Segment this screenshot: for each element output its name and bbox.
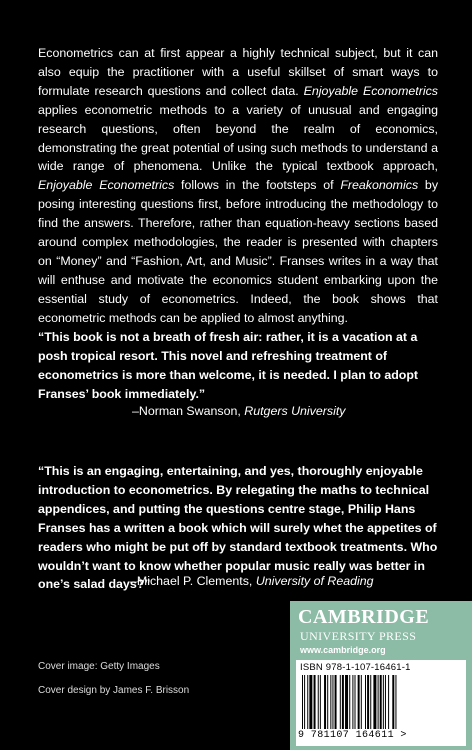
back-cover-blurb xyxy=(38,44,438,328)
publisher-panel xyxy=(290,601,472,750)
publisher-url: www.cambridge.org xyxy=(300,645,386,655)
endorser-name-2: –Michael P. Clements, xyxy=(130,574,256,588)
endorser-name-1: –Norman Swanson, xyxy=(132,404,245,418)
endorsement-quote-1: “This book is not a breath of fresh air: rather, it is a vacation at a posh tropical resort. This novel and refreshing treatment of econometrics is more than welcome, it is needed. I plan to adopt Franses’ book immediately.” xyxy=(38,330,419,401)
endorsement-quote-2: “This is an engaging, entertaining, and yes, thoroughly enjoyable introduction to econometrics. By relegating the maths to technical appendices, and putting the questions centre stage, Philip Hans Franses has a written a book which will surely whet the appetites of readers who might be put off by standard textbook treatments. Who wouldn’t want to know whether popular music really was better in one’s salad days?” xyxy=(38,464,438,592)
barcode-digits: 9 781107 164611 > xyxy=(298,730,407,741)
barcode-icon xyxy=(300,675,458,729)
publisher-logo-press: UNIVERSITY PRESS xyxy=(300,629,417,643)
endorser-affiliation-1: Rutgers University xyxy=(244,404,346,418)
blurb-italic-title: Enjoyable Econometrics xyxy=(38,178,175,193)
barcode-box xyxy=(296,660,466,746)
publisher-logo-name: CAMBRIDGE xyxy=(298,606,430,628)
blurb-text: applies econometric methods to a variety of unusual and engaging research questions, often beyond the realm of economics, demonstrating the great potential of using such methods to understand a wide range of phenomena. Unlike the typical textbook approach, xyxy=(38,102,438,174)
blurb-text: follows in the footsteps of xyxy=(174,178,341,193)
endorsement-attribution-1 xyxy=(132,402,345,420)
blurb-italic-title: Freakonomics xyxy=(340,178,419,193)
blurb-text: Econometrics can at first appear a highly technical subject, but it can also equip the practitioner with a useful skillset of smart ways to formulate research questions and collect data. xyxy=(38,46,438,98)
cover-image-credit: Cover image: Getty Images xyxy=(38,661,160,672)
blurb-text: by posing interesting questions first, before introducing the methodology to find the answers. Therefore, rather than equation-heavy sections based around complex methodologies, the reader is presented with chapters on “Money” and “Fashion, Art, and Music”. Franses writes in a way that will enthuse and motivate the economics student embarking upon the essential study of econometrics. Indeed, the book shows that econometric methods can be applied to almost anything. xyxy=(38,178,439,325)
endorsement-attribution-2 xyxy=(130,572,374,590)
cover-design-credit: Cover design by James F. Brisson xyxy=(38,685,190,696)
isbn-label: ISBN 978-1-107-16461-1 xyxy=(300,662,411,673)
endorser-affiliation-2: University of Reading xyxy=(255,574,374,588)
blurb-italic-title: Enjoyable Econometrics xyxy=(303,83,438,98)
